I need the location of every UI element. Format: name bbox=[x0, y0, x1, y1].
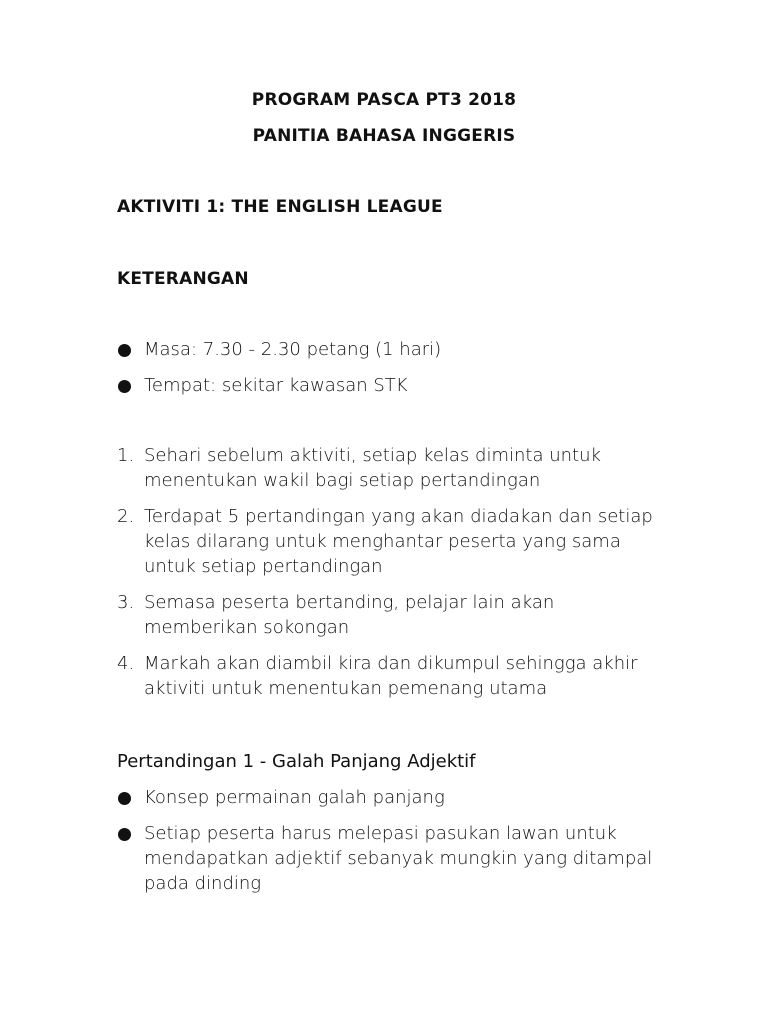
item-number: 4. bbox=[117, 653, 135, 674]
activity-heading: AKTIVITI 1: THE ENGLISH LEAGUE bbox=[117, 197, 443, 217]
info-bullet-list bbox=[117, 337, 657, 409]
description-heading: KETERANGAN bbox=[117, 269, 249, 289]
document-title: PROGRAM PASCA PT3 2018 bbox=[251, 90, 517, 110]
list-item bbox=[117, 590, 657, 640]
item-text: Semasa peserta bertanding, pelajar lain akan memberikan sokongan bbox=[144, 592, 555, 638]
competition-title: Pertandingan 1 - Galah Panjang Adjektif bbox=[117, 751, 476, 772]
bullet-icon bbox=[118, 792, 131, 805]
competition-bullet-text: Konsep permainan galah panjang bbox=[144, 787, 445, 808]
list-item bbox=[117, 821, 657, 896]
item-text: Sehari sebelum aktiviti, setiap kelas diminta untuk menentukan wakil bagi setiap pertandingan bbox=[144, 445, 601, 491]
item-number: 2. bbox=[117, 506, 135, 527]
list-item bbox=[117, 504, 657, 579]
numbered-list bbox=[117, 443, 657, 712]
competition-bullet-text: Setiap peserta harus melepasi pasukan lawan untuk mendapatkan adjektif sebanyak mungkin yang ditampal pada dinding bbox=[144, 823, 653, 894]
info-time-text: Masa: 7.30 - 2.30 petang (1 hari) bbox=[144, 339, 442, 360]
item-number: 1. bbox=[117, 445, 135, 466]
item-text: Markah akan diambil kira dan dikumpul sehingga akhir aktiviti untuk menentukan pemenang utama bbox=[144, 653, 638, 699]
bullet-icon bbox=[118, 828, 131, 841]
document-subtitle: PANITIA BAHASA INGGERIS bbox=[252, 126, 516, 146]
info-place-text: Tempat: sekitar kawasan STK bbox=[144, 375, 408, 396]
bullet-icon bbox=[118, 344, 131, 357]
list-item bbox=[117, 785, 657, 810]
list-item bbox=[117, 337, 657, 362]
item-text: Terdapat 5 pertandingan yang akan diadakan dan setiap kelas dilarang untuk menghantar peserta yang sama untuk setiap pertandingan bbox=[144, 506, 653, 577]
competition-bullet-list bbox=[117, 785, 657, 907]
bullet-icon bbox=[118, 380, 131, 393]
item-number: 3. bbox=[117, 592, 135, 613]
list-item bbox=[117, 443, 657, 493]
list-item bbox=[117, 651, 657, 701]
list-item bbox=[117, 373, 657, 398]
